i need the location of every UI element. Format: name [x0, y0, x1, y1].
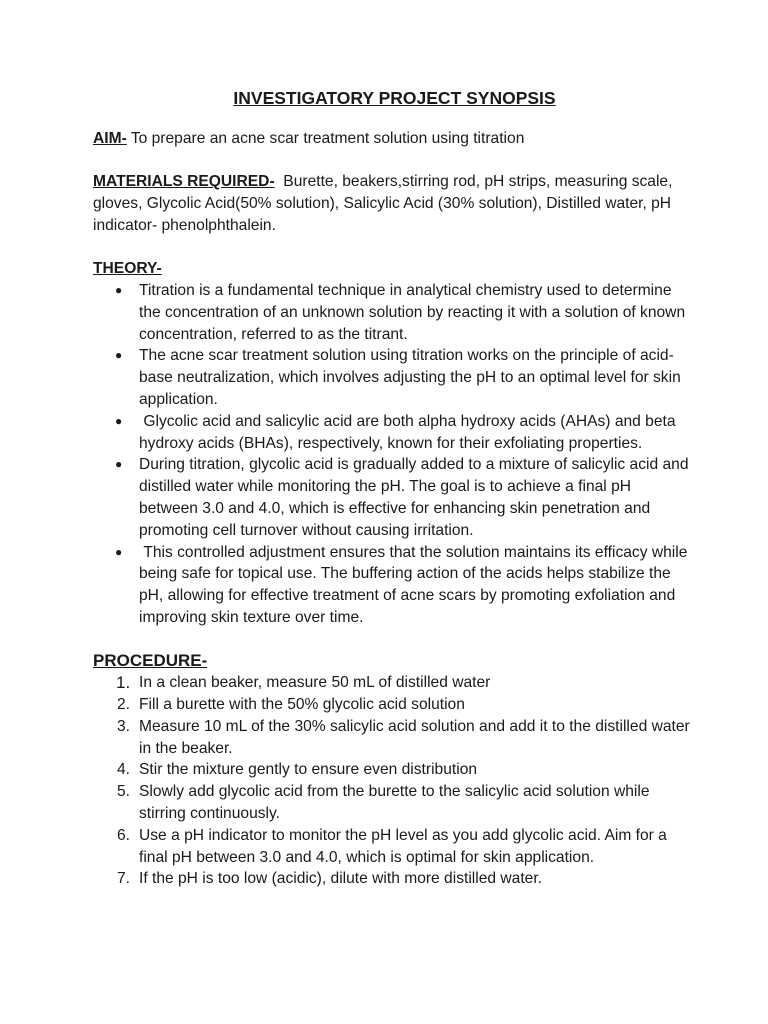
- materials-label: MATERIALS REQUIRED-: [93, 173, 275, 191]
- list-item: [93, 672, 693, 694]
- theory-list: [93, 280, 693, 629]
- list-item: [93, 345, 693, 410]
- aim-text: To prepare an acne scar treatment solution using titration: [126, 130, 525, 147]
- theory-item-text: This controlled adjustment ensures that the solution maintains its efficacy while being safe for topical use. The buffering action of the acids helps stabilize the pH, allowing for effective treatment of acne scars by promoting exfoliation and improving skin texture over time.: [139, 543, 692, 626]
- procedure-heading: PROCEDURE-: [93, 651, 208, 671]
- list-item: [93, 759, 693, 781]
- theory-item-text: Titration is a fundamental technique in analytical chemistry used to determine the concentration of an unknown solution by reacting it with a solution of known concentration, referred to as the titrant.: [139, 281, 686, 343]
- step-text: If the pH is too low (acidic), dilute with more distilled water.: [139, 870, 543, 888]
- step-text: Fill a burette with the 50% glycolic acid solution: [139, 696, 465, 714]
- step-text: Use a pH indicator to monitor the pH level as you add glycolic acid. Aim for a final pH between 3.0 and 4.0, which is optimal for skin application.: [139, 826, 667, 866]
- step-text: Slowly add glycolic acid from the burette to the salicylic acid solution while stirring continuously.: [139, 783, 650, 823]
- step-number: 5.: [117, 783, 131, 801]
- list-item: [93, 454, 693, 541]
- step-number: 7.: [117, 870, 131, 888]
- spacer: [93, 629, 693, 651]
- document-page: [93, 86, 693, 890]
- list-item: [93, 411, 693, 455]
- document-title: INVESTIGATORY PROJECT SYNOPSIS: [233, 88, 556, 108]
- procedure-list: [93, 672, 693, 890]
- bullet-icon: ●: [115, 348, 123, 363]
- list-item: [93, 825, 693, 869]
- list-item: [93, 781, 693, 825]
- list-item: [93, 716, 693, 760]
- theory-item-text: During titration, glycolic acid is gradually added to a mixture of salicylic acid and distilled water while monitoring the pH. The goal is to achieve a final pH between 3.0 and 4.0, which is effective for enhancing skin penetration and promoting cell turnover without causing irritation.: [139, 456, 689, 539]
- step-text: Measure 10 mL of the 30% salicylic acid solution and add it to the distilled water in the beaker.: [139, 717, 690, 757]
- spacer: [93, 237, 693, 259]
- step-number: 3.: [117, 717, 131, 735]
- theory-label: THEORY-: [93, 260, 162, 278]
- step-number: 1.: [116, 673, 131, 693]
- step-text: Stir the mixture gently to ensure even distribution: [139, 761, 478, 779]
- bullet-icon: ●: [115, 544, 123, 559]
- list-item: [93, 868, 693, 890]
- aim-section: [93, 128, 693, 150]
- step-text: In a clean beaker, measure 50 mL of distilled water: [139, 674, 491, 692]
- theory-item-text: Glycolic acid and salicylic acid are both alpha hydroxy acids (AHAs) and beta hydroxy acids (BHAs), respectively, known for their exfoliating properties.: [139, 412, 680, 452]
- list-item: [93, 542, 693, 629]
- aim-label: AIM-: [93, 130, 127, 147]
- list-item: [93, 694, 693, 716]
- bullet-icon: ●: [115, 457, 123, 472]
- step-number: 6.: [117, 826, 131, 844]
- step-number: 2.: [117, 696, 131, 714]
- theory-item-text: The acne scar treatment solution using titration works on the principle of acid-base neutralization, which involves adjusting the pH to an optimal level for skin application.: [139, 347, 681, 408]
- theory-heading: [93, 258, 693, 280]
- materials-section: [93, 171, 693, 236]
- materials-text: Burette, beakers,stirring rod, pH strips, measuring scale, gloves, Glycolic Acid(50% solution), Salicylic Acid (30% solution), Distilled water, pH indicator- phenolphthalein.: [93, 173, 677, 234]
- bullet-icon: ●: [115, 413, 123, 428]
- bullet-icon: ●: [115, 282, 123, 297]
- step-number: 4.: [117, 761, 131, 779]
- spacer: [93, 150, 693, 172]
- list-item: [93, 280, 693, 345]
